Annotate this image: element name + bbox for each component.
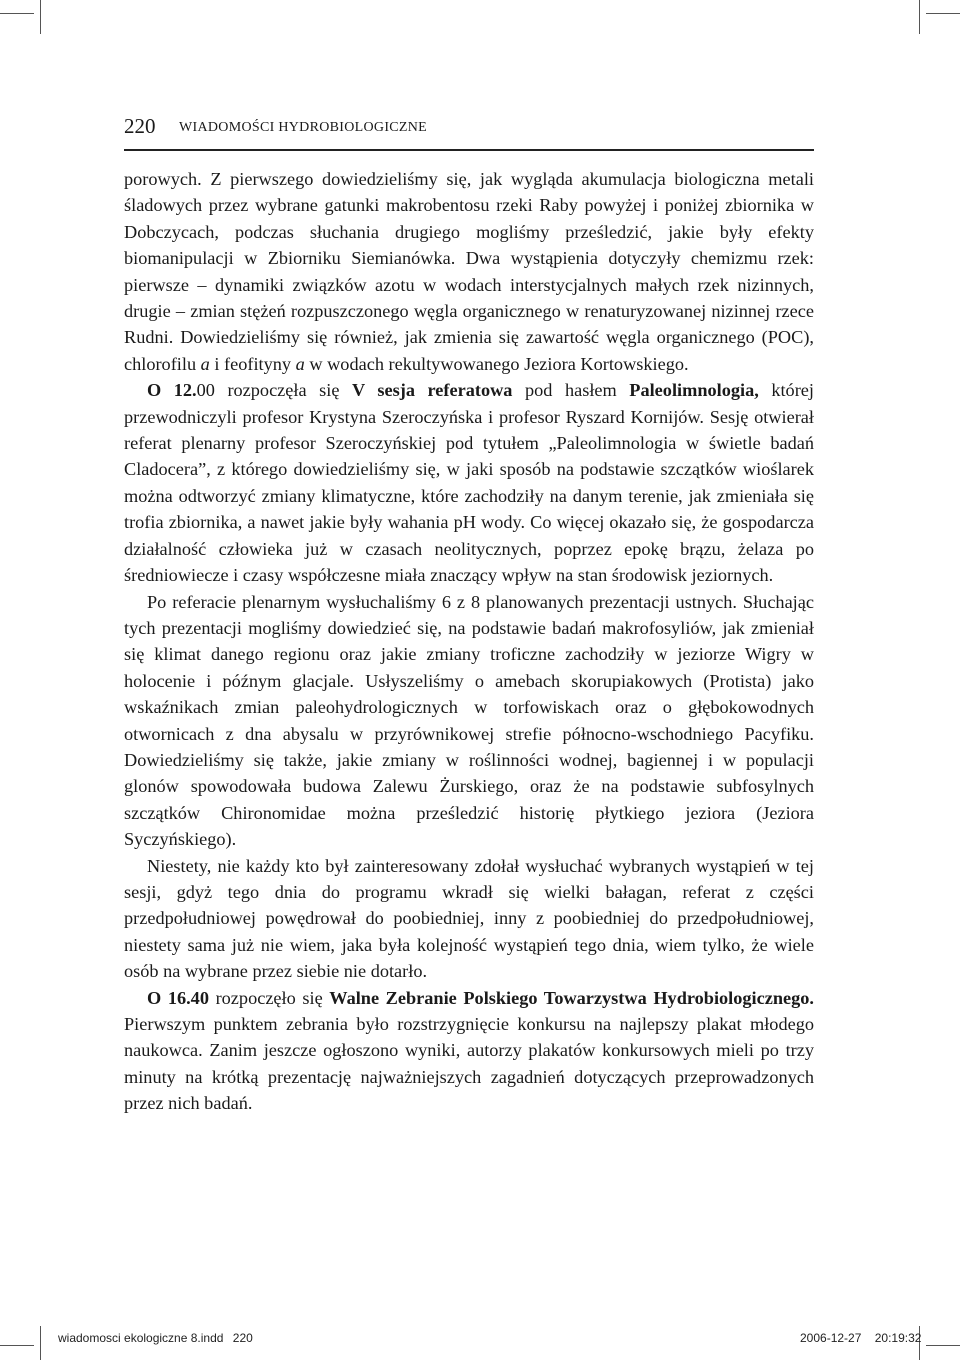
crop-mark: [926, 1345, 960, 1346]
print-slug-file: [58, 1331, 253, 1345]
print-slug-date: [800, 1331, 921, 1345]
crop-mark: [40, 0, 41, 34]
session-time: O 16.40: [147, 987, 209, 1008]
paragraph-text: pod hasłem: [512, 380, 630, 401]
header-rule: [124, 149, 814, 151]
italic-term: a: [295, 353, 305, 374]
paragraph-text: rozpoczęło się: [208, 987, 330, 1008]
paragraph-3: Po referacie plenarnym wysłuchaliśmy 6 z 8 planowanych prezentacji ustnych. Słuchając tych prezentacji mogliśmy dowiedzieć się, na podstawie badań makrofosyliów, jak zmieniał się klimat danego regionu oraz jakie zmiany troficzne zachodziły w jeziorze Wigry w holocenie i późnym glacjale. Usłyszeliśmy o amebach skorupiakowych (Protista) jako wskaźnikach zmian paleohydrologicznych w torfowiskach oraz o głębokowodnych otwornicach z dna abysalu w przyrównikowej strefie północno-wschodniego Pacyfiku. Dowiedzieliśmy się także, jakie zmiany w roślinności wodnej, bagiennej i w populacji glonów spowodowała budowa Zalewu Żurskiego, oraz że na podstawie subfosylnych szczątków Chironomidae można prześledzić historię płytkiego jeziora (Jeziora Syczyńskiego).: [124, 591, 814, 850]
crop-mark: [919, 0, 920, 34]
crop-mark: [0, 13, 34, 14]
page-header: [124, 112, 814, 152]
crop-mark: [40, 1326, 41, 1360]
print-time: 20:19:32: [874, 1331, 922, 1345]
session-time: O 12.: [147, 380, 197, 401]
paragraph-text: porowych. Z pierwszego dowiedzieliśmy się, jak wygląda akumulacja biologiczna metali śladowych przez wybrane gatunki makrobentosu rzeki Raby powyżej i poniżej zbiornika w Dobczycach, podczas słuchania drugiego mogliśmy prześledzić, jakie były efekty biomanipulacji w Zbiorniku Siemianówka. Dwa wystąpienia dotyczyły chemizmu rzek: pierwsze – dynamiki związków azotu w wodach interstycjalnych małych rzek nizinnych, drugie – zmian stężeń rozpuszczonego węgla organicznego w renaturyzowanej nizinnej rzece Rudni. Dowiedzieliśmy się również, jak zmienia się zawartość węgla organicznego (POC), chlorofilu: [124, 169, 814, 374]
paragraph-text: 00 rozpoczęła się: [196, 380, 352, 401]
print-date: 2006-12-27: [800, 1331, 862, 1345]
session-name: V sesja referatowa: [352, 380, 513, 401]
paragraph-2: [124, 377, 814, 588]
paragraph-5: [124, 985, 814, 1117]
article-body: [124, 166, 814, 1117]
paragraph-text: w wodach rekultywowanego Jeziora Kortowskiego.: [304, 353, 689, 374]
paragraph-4: Niestety, nie każdy kto był zainteresowany zdołał wysłuchać wybranych wystąpień w tej sesji, gdyż tego dnia do programu wkradł się wielki bałagan, referat z części przedpołudniowej powędrował do poobiedniej, inny z poobiedniej do przedpołudniowej, niestety sama już nie wiem, jaka była kolejność wystąpień tego dnia, wiem tylko, że wiele osób na wybrane przez siebie nie dotarło.: [124, 855, 814, 982]
meeting-name: Walne Zebranie Polskiego Towarzystwa Hydrobiologicznego.: [329, 987, 814, 1008]
paragraph-1: [124, 166, 814, 377]
session-topic: Paleolimnologia,: [629, 380, 759, 401]
italic-term: a: [200, 353, 210, 374]
paragraph-text: i feofityny: [209, 353, 296, 374]
paragraph-text: której przewodniczyli profesor Krystyna Szeroczyńska i profesor Ryszard Kornijów. Sesję otwierał referat plenarny profesor Szeroczyńskiej pod tytułem „Paleolimnologia w świetle badań Cladocera”, z którego dowiedzieliśmy się, w jaki sposób na podstawie szczątków wioślarek można odtworzyć zmiany klimatyczne, które zachodziły na danym terenie, jak zmieniała się trofia zbiornika, a nawet jakie były wahania pH wody. Co więcej okazało się, że gospodarcza działalność człowieka już w czasach neolitycznych, poprzez epokę brązu, żelaza po średniowiecze i czasy współczesne miała znaczący wpływ na stan środowisk jeziornych.: [124, 380, 814, 586]
crop-mark: [926, 13, 960, 14]
running-title: WIADOMOŚCI HYDROBIOLOGICZNE: [179, 120, 428, 135]
page-number: 220: [124, 114, 156, 138]
paragraph-text: Pierwszym punktem zebrania było rozstrzygnięcie konkursu na najlepszy plakat młodego naukowca. Zanim jeszcze ogłoszono wyniki, autorzy plakatów konkursowych mieli po trzy minuty na krótką prezentację najważniejszych zagadnień dotyczących przeprowadzonych przez nich badań.: [124, 1014, 814, 1114]
file-page: 220: [232, 1331, 253, 1345]
file-name: wiadomosci ekologiczne 8.indd: [58, 1331, 224, 1345]
crop-mark: [0, 1345, 34, 1346]
